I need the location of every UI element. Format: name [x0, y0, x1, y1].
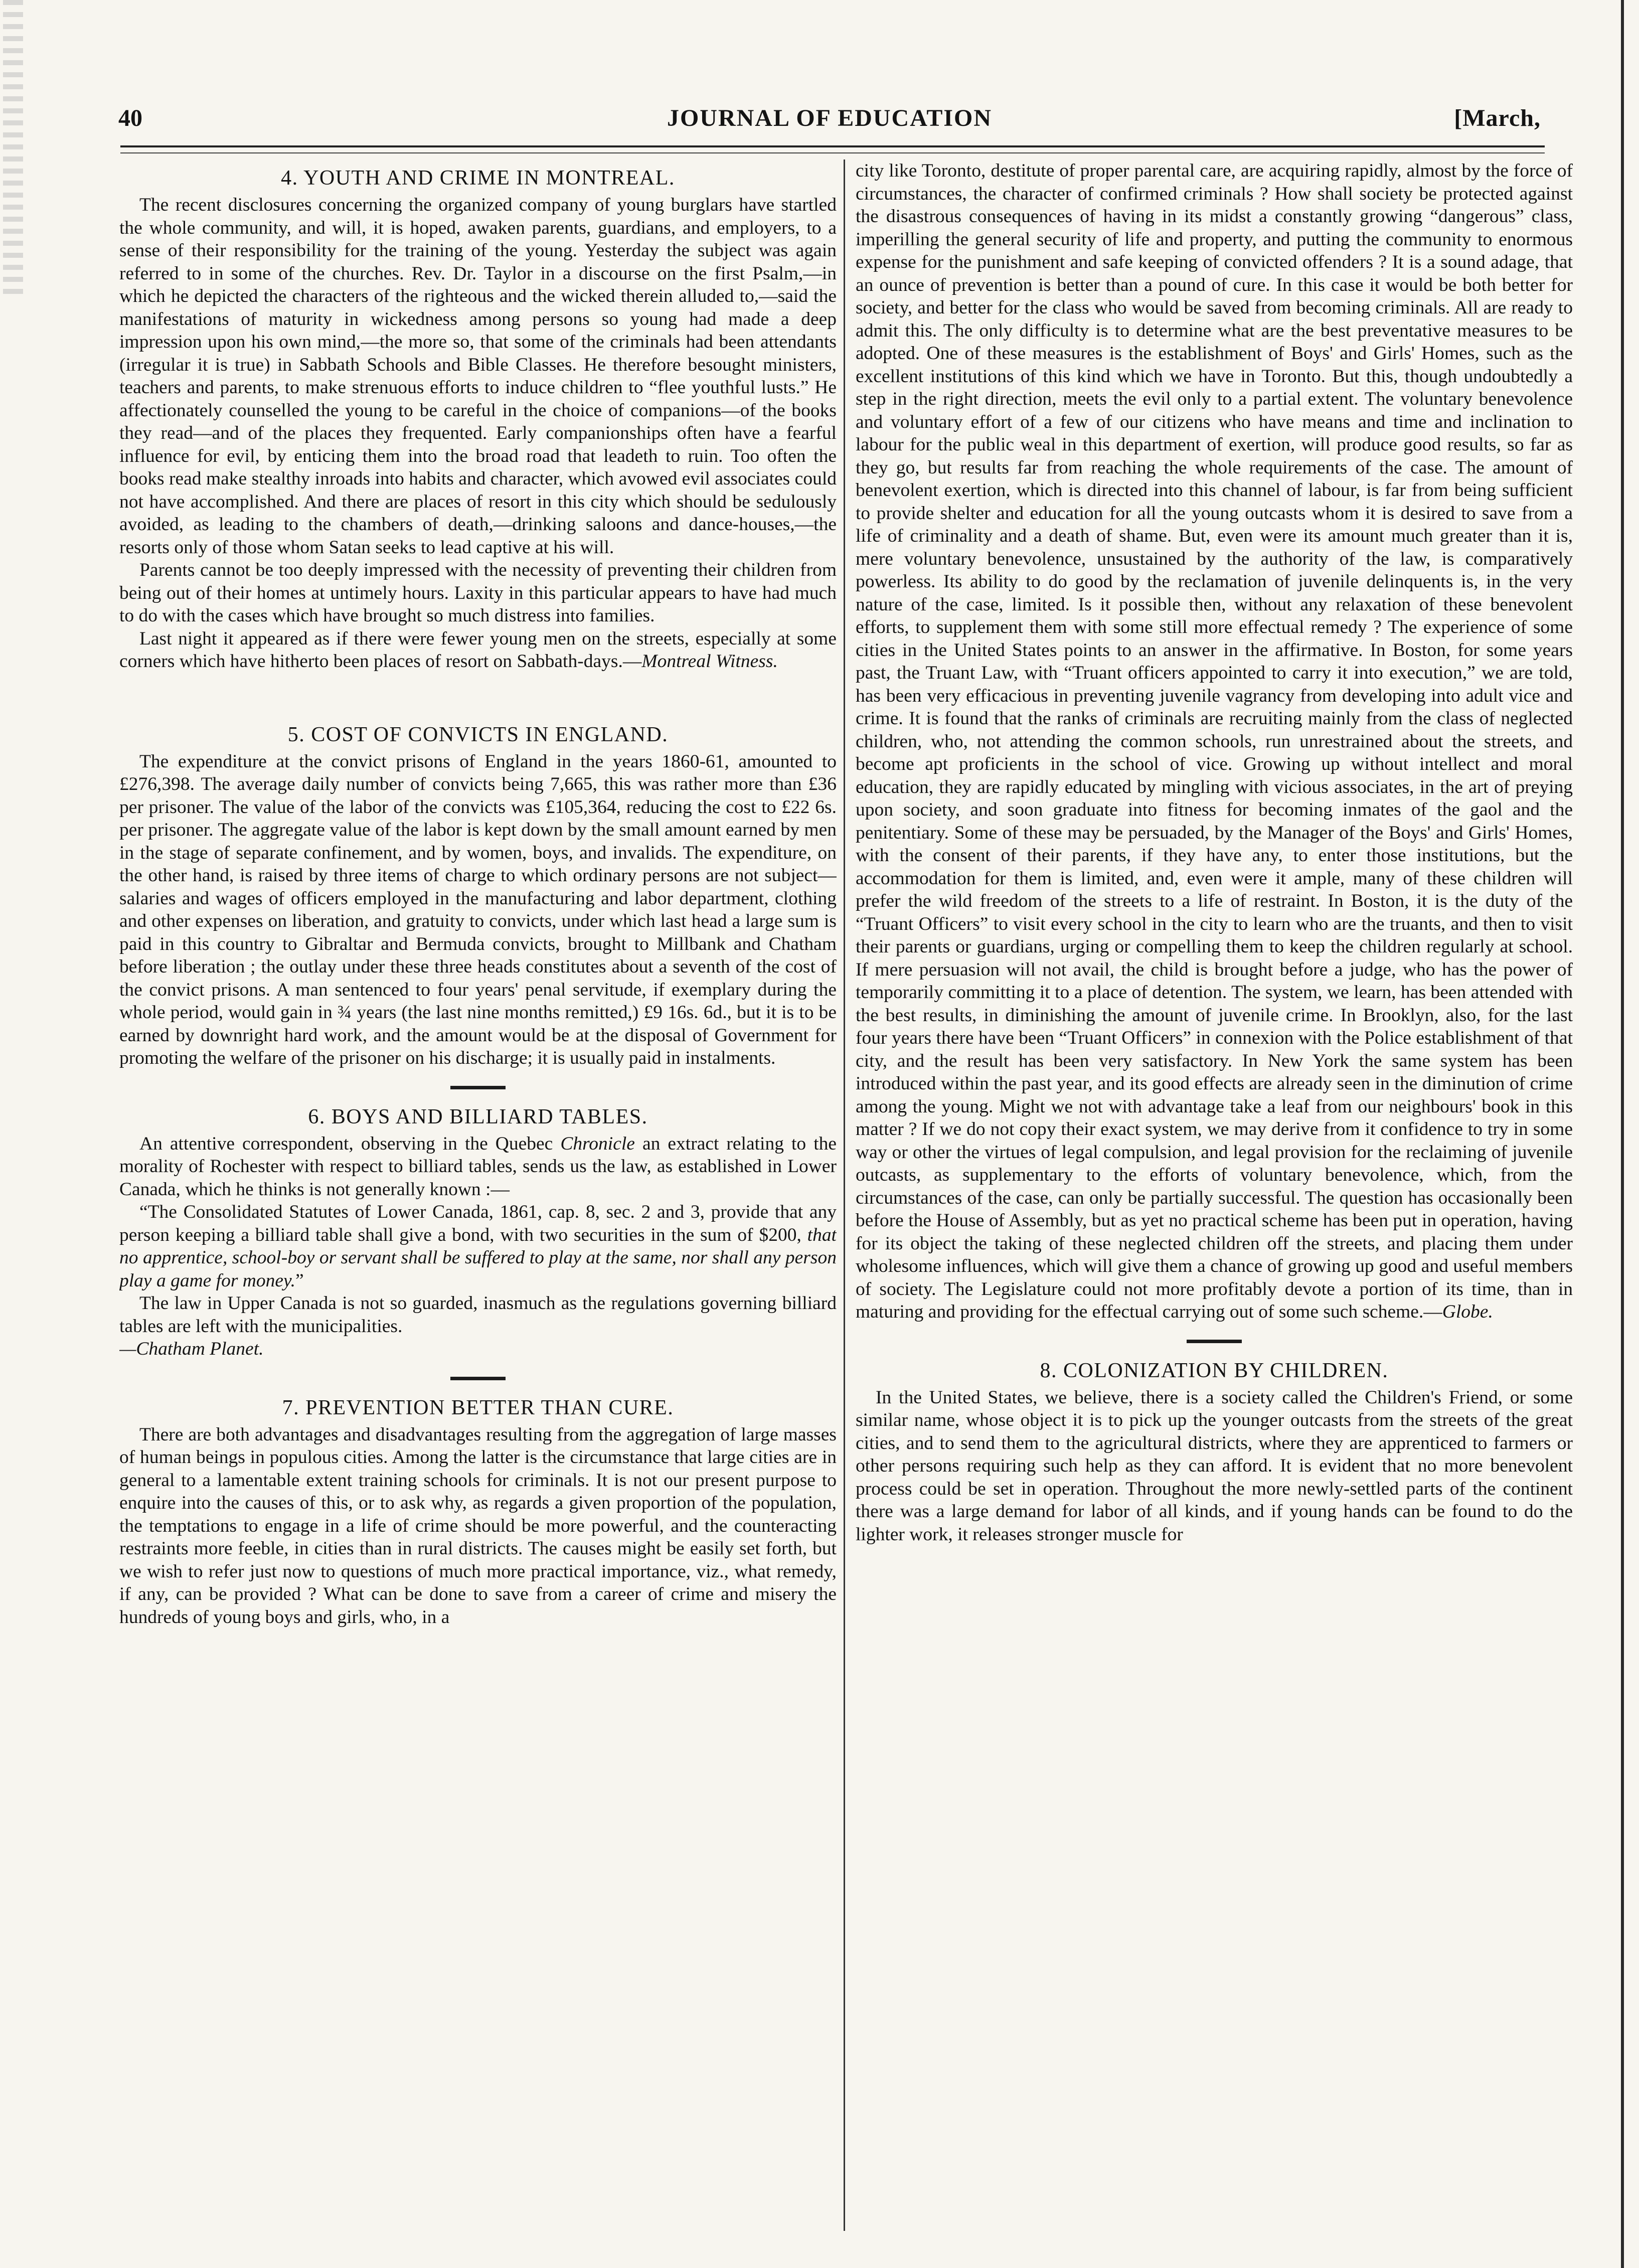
quotation-italic: that no apprentice, school-boy or servant shall be suffered to play at the same, nor shall any person play a game for money. [119, 1224, 837, 1291]
quotation-text: “The Consolidated Statutes of Lower Canada, 1861, cap. 8, sec. 2 and 3, provide that any person keeping a billiard table shall give a bond, with two securities in the sum of $200, [119, 1202, 837, 1245]
newspaper-name: Chronicle [560, 1133, 635, 1154]
paragraph: The law in Upper Canada is not so guarded, inasmuch as the regulations governing billiard tables are left with the municipalities. [119, 1293, 837, 1337]
paragraph-text: city like Toronto, destitute of proper parental care, are acquiring rapidly, almost by the force of circumstances, the character of confirmed criminals ? How shall society be protected against the disastrous consequences of having in its midst a constantly growing “dangerous” class, imperilling the general security of life and property, and putting the community to enormous expense for the punishment and safe keeping of convicted offenders ? It is a sound adage, that an ounce of prevention is better than a pound of cure. In this case it would be both better for society, and better for the class who would be saved from becoming criminals. All are ready to admit this. The only difficulty is to determine what are the best preventative measures to be adopted. One of these measures is the establishment of Boys' and Girls' Homes, such as the excellent institutions of this kind which we have in Toronto. But this, though undoubtedly a step in the right direction, meets the evil only to a partial extent. The voluntary benevolence and voluntary effort of a few of our citizens who have means and time and inclination to labour for the public weal in this department of exertion, will produce good results, so far as they go, but results far from reaching the whole requirements of the case. The amount of benevolent exertion, which is directed into this channel of labour, is far from being sufficient to provide shelter and education for all the young outcasts whom it is desired to save from a life of criminality and a death of shame. But, even were its amount much greater than it is, mere voluntary benevolence, unsustained by the authority of the law, is comparatively powerless. Its ability to do good by the reclamation of juvenile delinquents is, in the very nature of the case, limited. Is it possible then, without any relaxation of these benevolent efforts, to supplement them with some still more effectual remedy ? The experience of some cities in the United States points to an answer in the affirmative. In Boston, for some years past, the Truant Law, with “Truant officers appointed to carry it into execution,” we are told, has been very efficacious in preventing juvenile vagrancy from developing into adult vice and crime. It is found that the ranks of criminals are recruiting mainly from the class of neglected children, who, not attending the common schools, run unrestrained about the streets, and become apt proficients in the school of vice. Growing up without intellect and moral education, they are rapidly educated by mingling with vicious associates, in the art of preying upon society, and soon graduate into fitness for becoming inmates of the gaol and the penitentiary. Some of these may be persuaded, by the Manager of the Boys' and Girls' Homes, with the consent of their parents, if they have any, to enter those institutions, but the accommodation for them is limited, and, even were it ample, many of these children will prefer the wild freedom of the streets to a life of restraint. In Boston, it is the duty of the “Truant Officers” to visit every school in the city to learn who are the truants, and then to visit their parents or guardians, urging or compelling them to keep the children regularly at school. If mere persuasion will not avail, the child is brought before a judge, who has the power of temporarily committing it to a place of detention. The system, we learn, has been attended with the best results, in diminishing the amount of juvenile crime. In Brooklyn, also, for the last four years there have been “Truant Officers” in connexion with the Police establishment of that city, and the result has been very satisfactory. In New York the same system has been introduced within the past year, and its good effects are already seen in the diminution of crime among the young. Might we not with advantage take a leaf from our neighbours' book in this matter ? If we do not copy their exact system, we may derive from it confidence to try in some way or other the virtues of legal compulsion, and legal provision for the reclaiming of juvenile outcasts, as supplementary to the efforts of voluntary benevolence, which, from the circumstances of the case, can only be partially successful. The question has occasionally been before the House of Assembly, but as yet no practical scheme has been put in operation, having for its object the taking of these neglected children off the streets, and placing them under wholesome influences, which will give them a chance of growing up good and useful members of society. The Legislature could not more profitably devote a portion of its time, than in maturing and providing for the effectual carrying out of some such scheme.— [856, 160, 1573, 1322]
article-title: 7. PREVENTION BETTER THAN CURE. [282, 1396, 674, 1419]
article-cost-of-convicts [119, 722, 837, 1070]
paragraph: Parents cannot be too deeply impressed with the necessity of preventing their children from being out of their homes at untimely hours. Laxity in this particular appears to have had much to do with the cases which have brought so much distress into families. [119, 560, 837, 626]
page-edge [1621, 0, 1624, 2268]
source-credit: Montreal Witness. [641, 651, 778, 672]
paragraph-continued [856, 159, 1573, 1324]
paragraph: The recent disclosures concerning the organized company of young burglars have startled the whole community, and will, it is hoped, awaken parents, guardians, and employers, to a sense of their responsibility for the training of the young. Yesterday the subject was again referred to in some of the churches. Rev. Dr. Taylor in a discourse on the first Psalm,—in which he depicted the characters of the righteous and the wicked therein alluded to,—said the manifestations of maturity in wickedness among persons so young had made a deep impression upon his own mind,—the more so, that some of the criminals had been attendants (irregular it is true) in Sabbath Schools and Bible Classes. He therefore besought ministers, teachers and parents, to make strenuous efforts to induce children to “flee youthful lusts.” He affectionately counselled the young to be careful in the choice of companions—of the books they read—and of the places they frequented. Early companionships often have a fearful influence for evil, by enticing them into the broad road that leadeth to ruin. Too often the books read make stealthy inroads into habits and character, which avowed evil associates could not have accomplished. And there are places of resort in this city which should be sedulously avoided, as leading to the chambers of death,—drinking saloons and dance-houses,—the resorts only of those whom Satan seeks to lead captive at his will. [119, 195, 837, 558]
page-number: 40 [118, 105, 142, 131]
paragraph-text: an extract relating to the morality of Rochester with respect to billiard tables, sends us the law, as established in Lower Canada, which he thinks is not generally known :— [119, 1133, 837, 1200]
quotation-close: ” [295, 1270, 304, 1291]
paragraph-text: An attentive correspondent, observing in the Quebec [139, 1133, 561, 1154]
article-title: 4. YOUTH AND CRIME IN MONTREAL. [281, 167, 675, 190]
quotation [119, 1201, 837, 1292]
paragraph [119, 1132, 837, 1201]
paragraph [119, 627, 837, 673]
section-rule [1187, 1340, 1242, 1343]
section-rule [450, 1377, 506, 1380]
issue-month: [March, [1454, 105, 1541, 131]
left-column [119, 159, 837, 2236]
article-prevention-better-than-cure [119, 1395, 837, 1629]
source-credit: Globe. [1442, 1302, 1493, 1322]
article-boys-and-billiard-tables [119, 1104, 837, 1361]
article-colonization-by-children [856, 1358, 1573, 1546]
header-rule-thin [120, 152, 1545, 153]
source-credit: —Chatham Planet. [119, 1339, 264, 1359]
right-column [856, 159, 1573, 2236]
paragraph: In the United States, we believe, there is a society called the Children's Friend, or some similar name, whose object it is to pick up the younger outcasts from the streets of the great cities, and to send them to the agricultural districts, where they are apprenticed to farmers or other persons requiring such help as they can afford. It is evident that no more benevolent process could be set in operation. Throughout the more newly-settled parts of the continent there was a large demand for labor of all kinds, and if young hands can be found to do the lighter work, it releases stronger muscle for [856, 1387, 1573, 1545]
paragraph: The expenditure at the convict prisons of England in the years 1860-61, amounted to £276,398. The average daily number of convicts being 7,665, this was rather more than £36 per prisoner. The value of the labor of the convicts was £105,364, reducing the cost to £22 6s. per prisoner. The aggregate value of the labor is kept down by the small amount earned by men in the stage of separate confinement, and by women, boys, and invalids. The expenditure, on the other hand, is raised by three items of charge to which ordinary persons are not subject—salaries and wages of officers employed in the manufacturing and labor department, clothing and other expenses on liberation, and gratuity to convicts, under which last head a large sum is paid in this country to Gibraltar and Bermuda convicts, brought to Millbank and Chatham before liberation ; the outlay under these three heads constitutes about a seventh of the cost of the convict prisons. A man sentenced to four years' penal servitude, if exemplary during the whole period, would gain in ¾ years (the last nine months remitted,) £9 16s. 6d., but it is to be earned by downright hard work, and the amount would be at the disposal of Government for promoting the welfare of the prisoner on his discharge; it is usually paid in instalments. [119, 751, 837, 1068]
header-rule [120, 145, 1545, 147]
binding-marks [3, 0, 23, 301]
spacer [119, 673, 837, 716]
article-prevention-continued [856, 159, 1573, 1324]
paragraph-text: Last night it appeared as if there were fewer young men on the streets, especially at some corners which have hitherto been places of resort on Sabbath-days.— [119, 628, 837, 672]
running-head [118, 104, 1541, 139]
paragraph: There are both advantages and disadvantages resulting from the aggregation of large masses of human beings in populous cities. Among the latter is the circumstance that large cities are in general to a lamentable extent training schools for criminals. It is not our present purpose to enquire into the causes of this, or to ask why, as regards a given proportion of the population, the temptations to engage in a life of crime should be more powerful, and the counteracting restraints more feeble, in cities than in rural districts. The causes might be easily set forth, but we wish to refer just now to questions of much more practical importance, viz., what remedy, if any, can be provided ? What can be done to save from a career of crime and misery the hundreds of young boys and girls, who, in a [119, 1424, 837, 1628]
article-youth-and-crime [119, 166, 837, 673]
article-title: 5. COST OF CONVICTS IN ENGLAND. [287, 723, 669, 746]
article-title: 6. BOYS AND BILLIARD TABLES. [308, 1105, 648, 1128]
article-title: 8. COLONIZATION BY CHILDREN. [1040, 1359, 1389, 1382]
column-divider [844, 159, 845, 2231]
section-rule [450, 1086, 506, 1089]
journal-title: JOURNAL OF EDUCATION [667, 105, 993, 131]
